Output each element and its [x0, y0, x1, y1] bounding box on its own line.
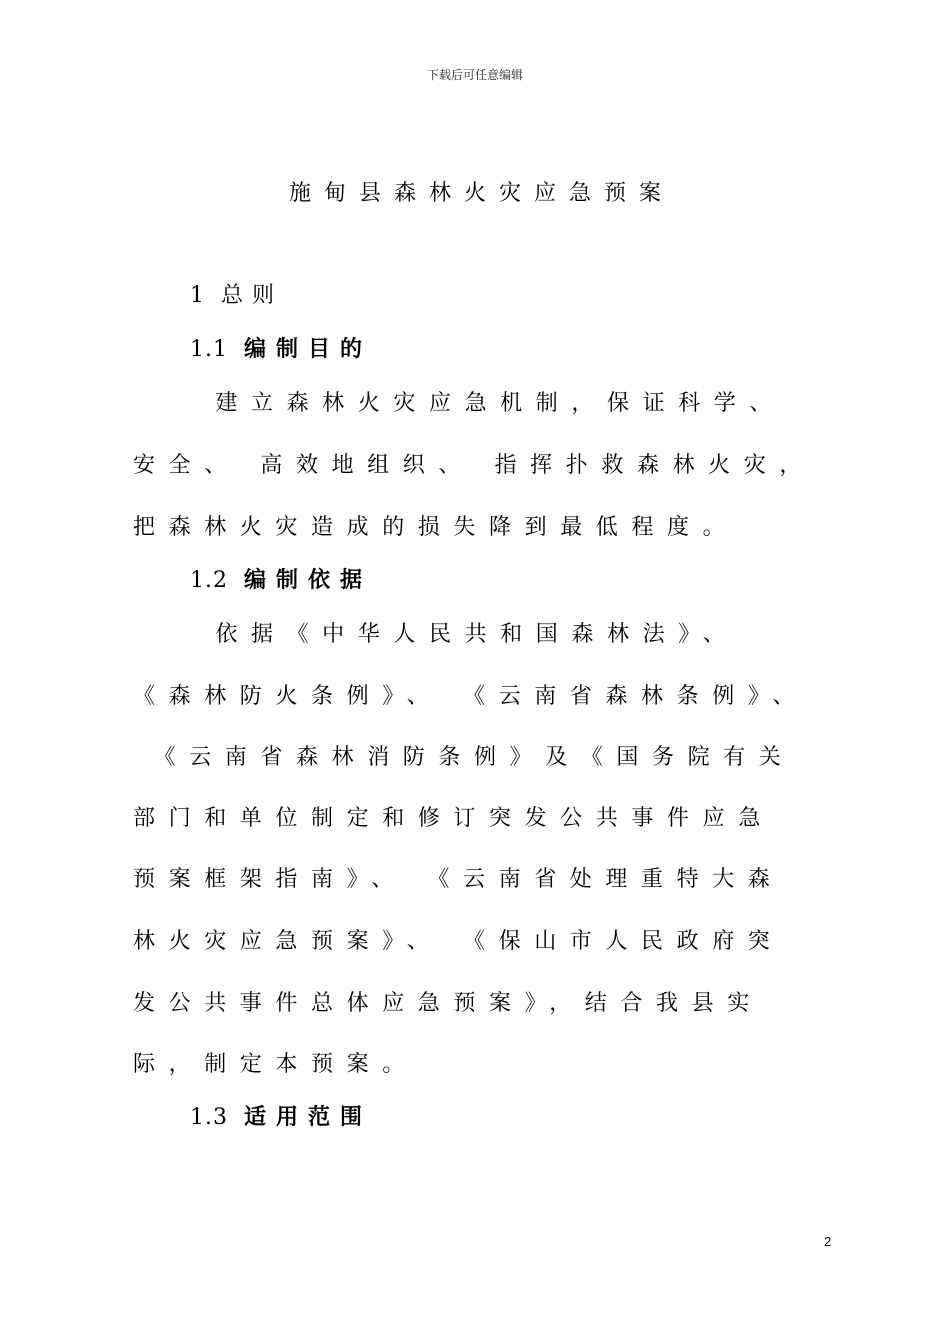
paragraph-line: 发公共事件总体应急预案》，结合我县实: [133, 991, 763, 1016]
paragraph-line: 把森林火灾造成的损失降到最低程度。: [133, 515, 739, 540]
paragraph-line: 《森林防火条例》、 《云南省森林条例》、: [133, 684, 808, 709]
section-number: 1.3: [190, 1105, 228, 1130]
paragraph-line: 安全、 高效地组织、 指挥扑救森林火灾，: [133, 453, 815, 478]
section-number: 1: [190, 283, 205, 308]
paragraph-line: 《云南省森林消防条例》及《国务院有关: [133, 745, 795, 770]
page-number: 2: [824, 1234, 832, 1249]
paragraph-line: 林火灾应急预案》、 《保山市人民政府突: [133, 929, 784, 954]
paragraph-line: 际，制定本预案。: [133, 1052, 418, 1077]
paragraph-line: 预案框架指南》、 《云南省处理重特大森: [133, 867, 784, 892]
section-label: 编制依据: [244, 568, 373, 593]
section-heading-1-3: [190, 1100, 372, 1131]
section-heading-1: [190, 278, 283, 309]
document-title: 施甸县森林火灾应急预案: [288, 181, 674, 206]
paragraph-line: 依据《中华人民共和国森林法》、: [133, 622, 739, 647]
paragraph-line: 建立森林火灾应急机制，保证科学、: [133, 391, 785, 416]
paragraph-line: 部门和单位制定和修订突发公共事件应急: [133, 806, 774, 831]
section-heading-1-1: [190, 332, 372, 363]
section-label: 编制目的: [244, 337, 373, 362]
page-header-note: 下载后可任意编辑: [426, 68, 523, 82]
section-number: 1.1: [190, 337, 228, 362]
section-heading-1-2: [190, 563, 372, 594]
section-label: 总则: [221, 283, 284, 308]
section-label: 适用范围: [244, 1105, 373, 1130]
section-number: 1.2: [190, 568, 228, 593]
